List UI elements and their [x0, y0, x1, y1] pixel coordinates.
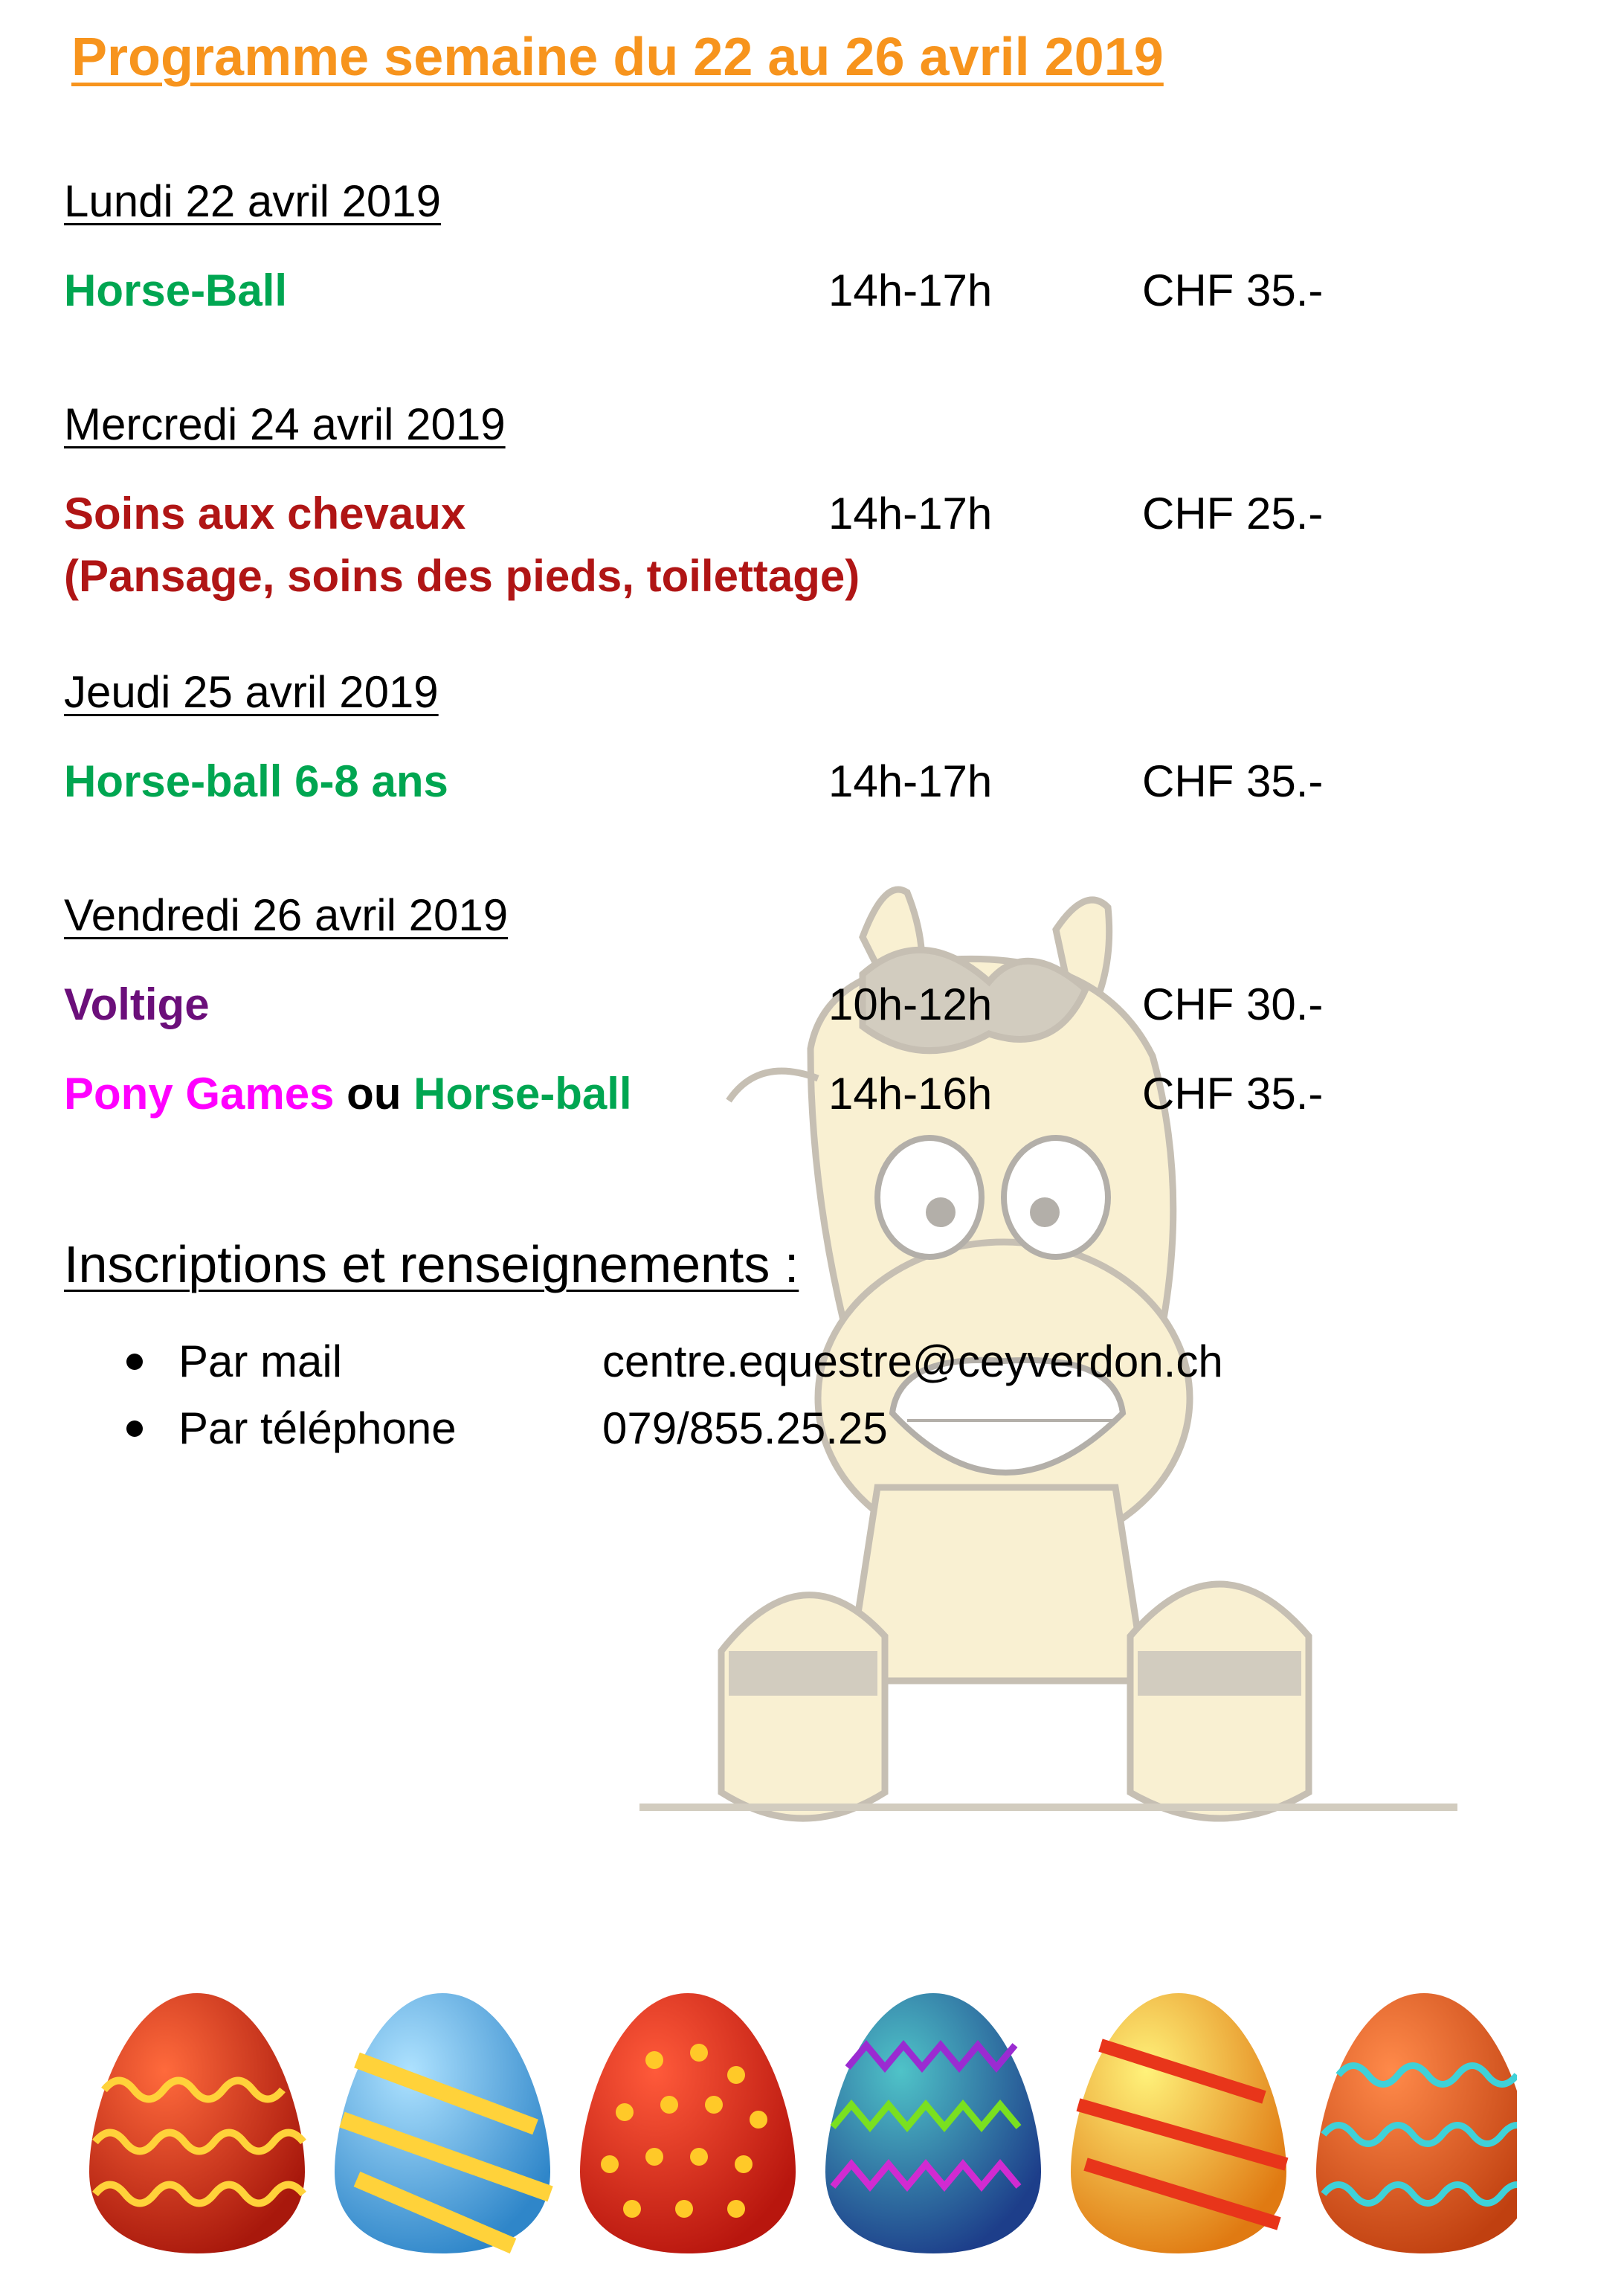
day-date-thursday: Jeudi 25 avril 2019: [64, 667, 439, 717]
activity-name-horse-ball: Horse-ball: [413, 1069, 632, 1119]
contact-phone-value: 079/855.25.25: [602, 1403, 888, 1453]
day-date-friday: Vendredi 26 avril 2019: [64, 890, 509, 940]
activity-name: Soins aux chevaux: [64, 489, 466, 538]
activity-name-combined: [64, 1068, 632, 1119]
bullet-icon: [126, 1354, 143, 1370]
page-title: Programme semaine du 22 au 26 avril 2019: [71, 28, 1164, 87]
contact-heading: Inscriptions et renseignements :: [64, 1235, 799, 1293]
bullet-icon: [126, 1420, 143, 1437]
contact-email-link[interactable]: centre.equestre@ceyverdon.ch: [602, 1336, 1223, 1386]
activity-time: 14h-17h: [828, 756, 993, 806]
activity-connector: ou: [347, 1069, 402, 1119]
activity-time: 14h-16h: [828, 1069, 993, 1119]
easter-eggs-illustration: [89, 1978, 1517, 2261]
contact-label-phone: Par téléphone: [178, 1403, 457, 1453]
activity-price: CHF 25.-: [1142, 489, 1324, 538]
activity-name: Voltige: [64, 979, 210, 1029]
activity-name-pony-games: Pony Games: [64, 1069, 335, 1119]
activity-price: CHF 35.-: [1142, 756, 1324, 806]
activity-note: (Pansage, soins des pieds, toilettage): [64, 551, 860, 601]
day-date-wednesday: Mercredi 24 avril 2019: [64, 399, 506, 449]
contact-label-mail: Par mail: [178, 1336, 343, 1386]
activity-time: 14h-17h: [828, 266, 993, 315]
activity-name: Horse-ball 6-8 ans: [64, 756, 448, 806]
activity-time: 14h-17h: [828, 489, 993, 538]
activity-price: CHF 30.-: [1142, 979, 1324, 1029]
activity-price: CHF 35.-: [1142, 1069, 1324, 1119]
activity-time: 10h-12h: [828, 979, 993, 1029]
activity-name: Horse-Ball: [64, 266, 288, 315]
day-date-monday: Lundi 22 avril 2019: [64, 176, 442, 226]
activity-price: CHF 35.-: [1142, 266, 1324, 315]
